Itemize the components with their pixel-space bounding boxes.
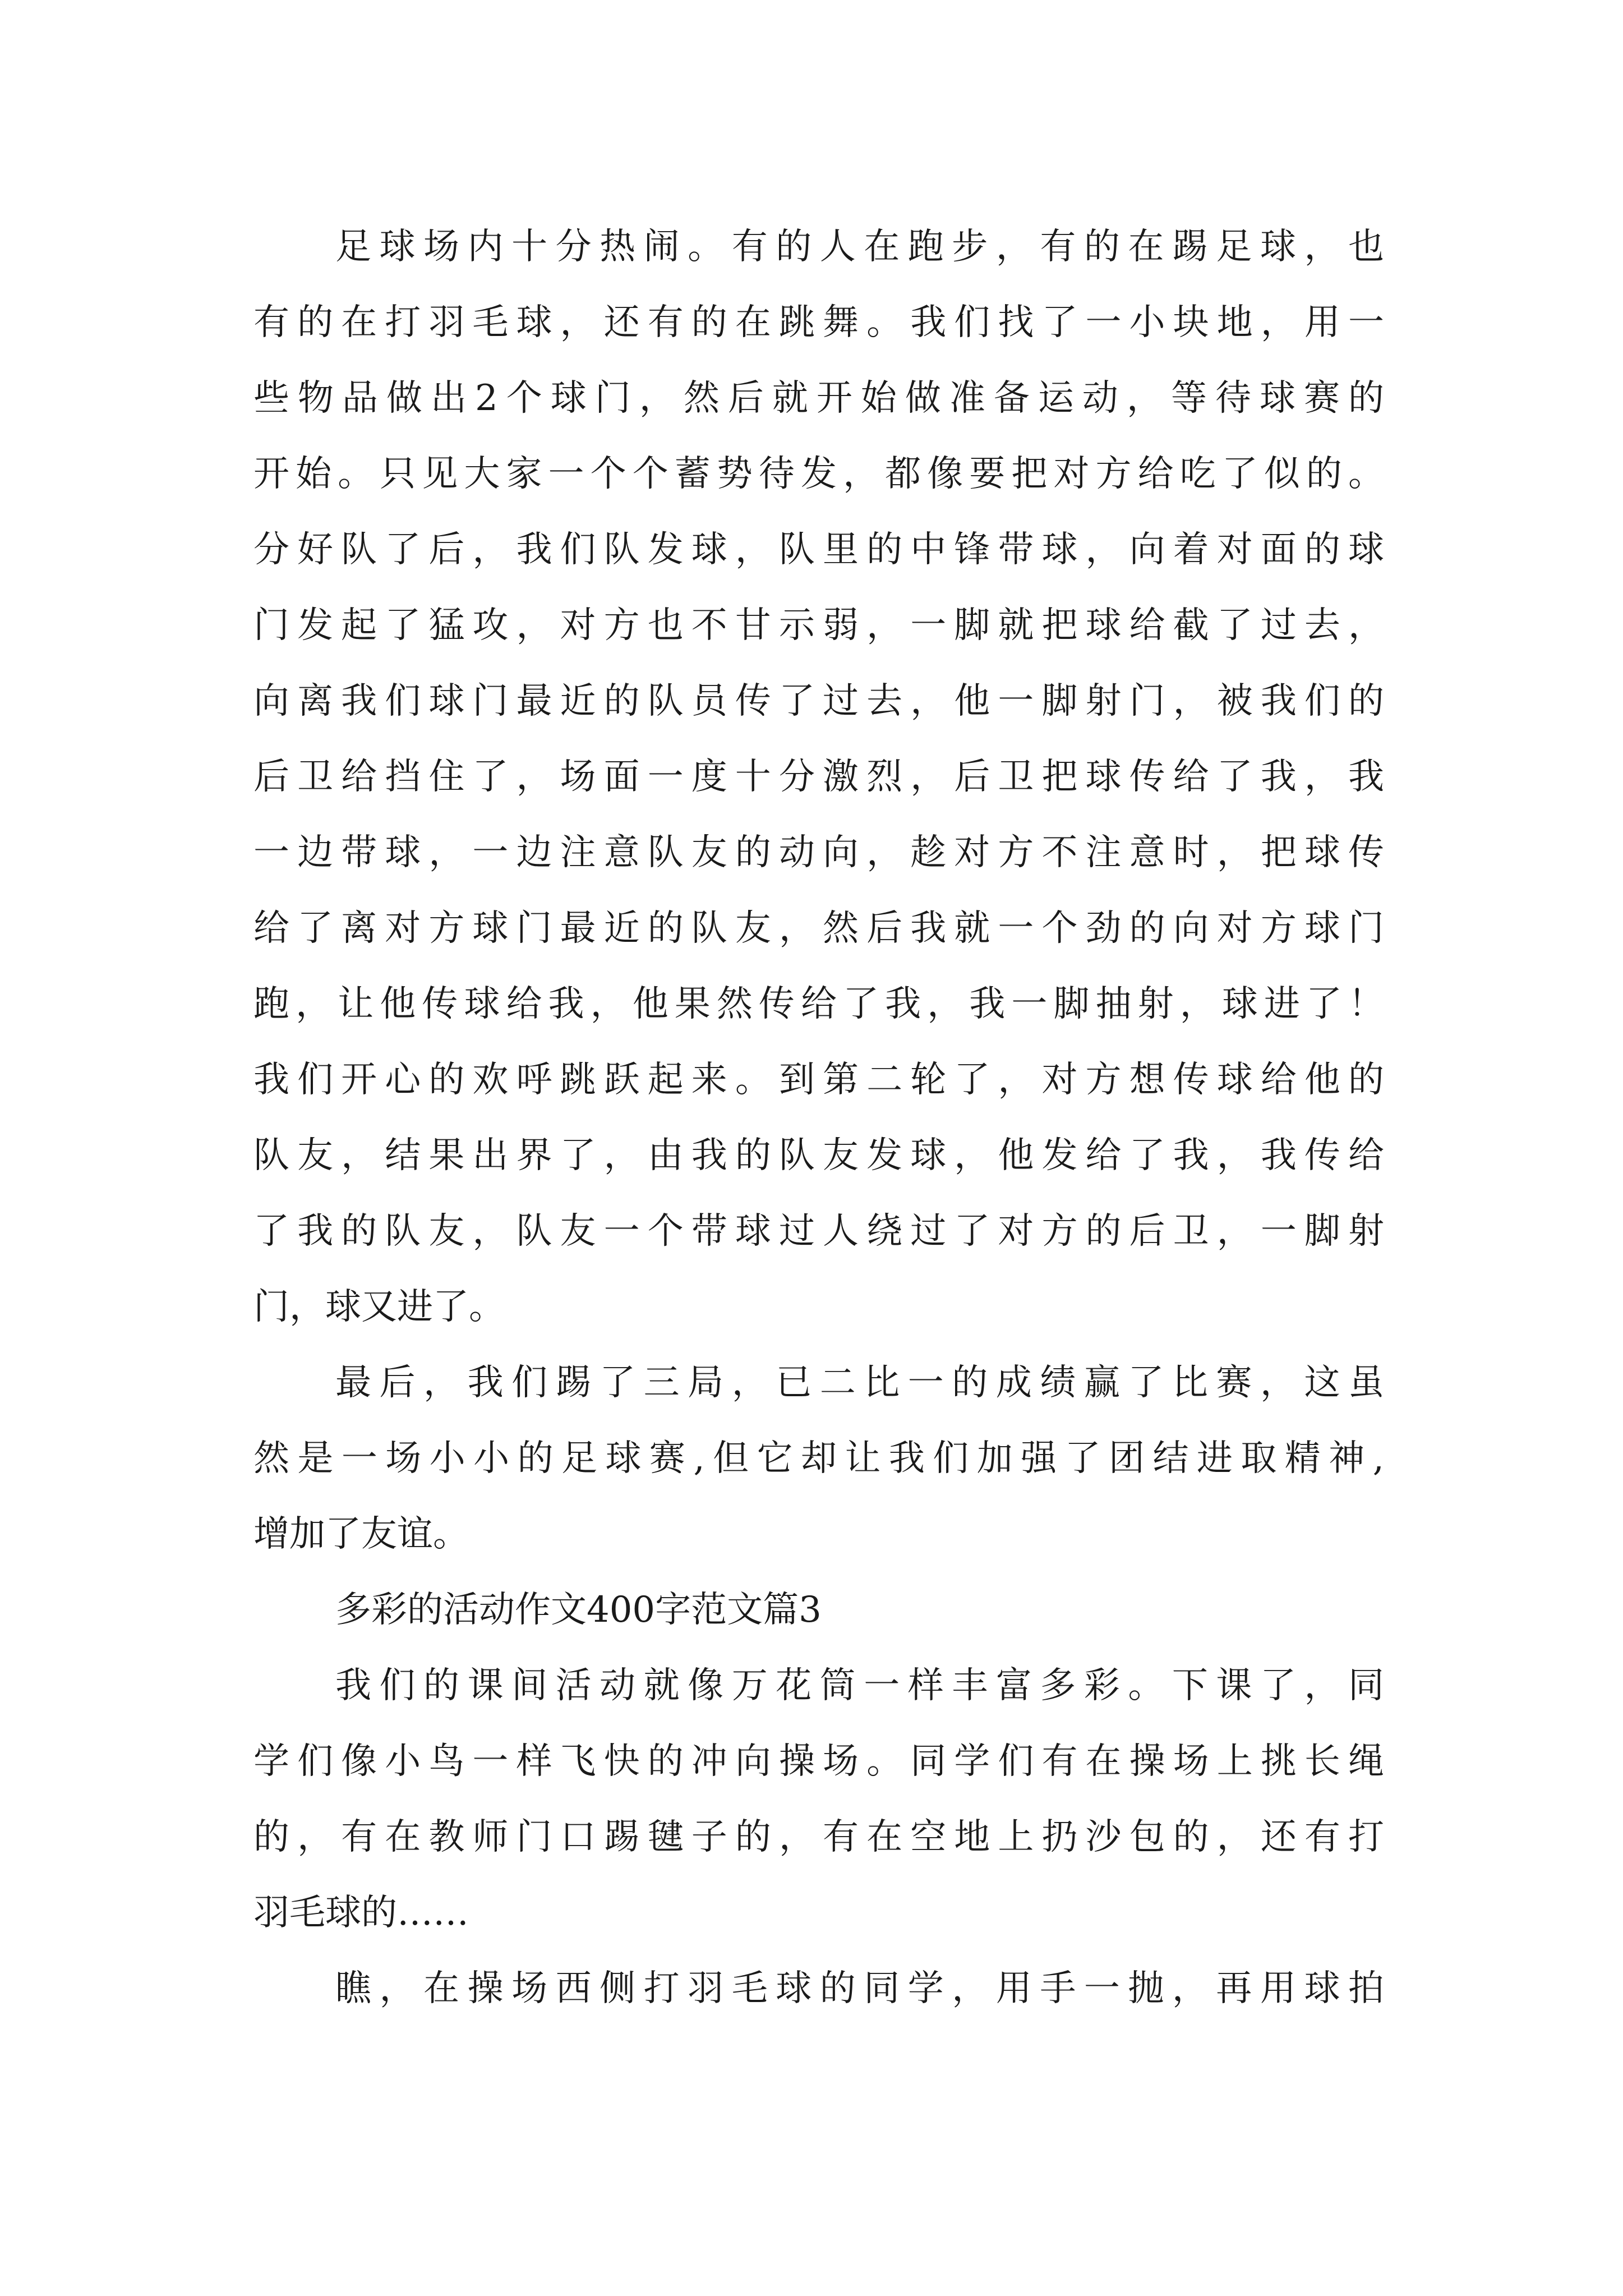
paragraph-line: 跑，让他传球给我，他果然传给了我，我一脚抽射，球进了！	[253, 983, 1384, 1025]
paragraph-line: 足球场内十分热闹。有的人在跑步，有的在踢足球，也	[335, 226, 1384, 268]
paragraph-line: 开始。只见大家一个个蓄势待发，都像要把对方给吃了似的。	[253, 453, 1384, 495]
paragraph-line: 增加了友谊。	[253, 1513, 469, 1555]
paragraph-line: 门，球又进了。	[253, 1286, 505, 1328]
paragraph-line: 分好队了后，我们队发球，队里的中锋带球，向着对面的球	[253, 529, 1384, 570]
paragraph-line: 一边带球，一边注意队友的动向，趁对方不注意时，把球传	[253, 832, 1384, 873]
paragraph-line: 给了离对方球门最近的队友，然后我就一个劲的向对方球门	[253, 908, 1384, 949]
paragraph-line: 我们开心的欢呼跳跃起来。到第二轮了，对方想传球给他的	[253, 1059, 1384, 1101]
paragraph-line: 有的在打羽毛球，还有的在跳舞。我们找了一小块地，用一	[253, 302, 1384, 343]
paragraph-line: 队友，结果出界了，由我的队友发球，他发给了我，我传给	[253, 1135, 1384, 1176]
paragraph-line: 瞧，在操场西侧打羽毛球的同学，用手一抛，再用球拍	[335, 1968, 1384, 2009]
section-heading: 多彩的活动作文400字范文篇3	[335, 1589, 822, 1631]
paragraph-line: 门发起了猛攻，对方也不甘示弱，一脚就把球给截了过去，	[253, 605, 1384, 646]
paragraph-line: 最后，我们踢了三局，已二比一的成绩赢了比赛，这虽	[335, 1362, 1384, 1404]
paragraph-line: 然是一场小小的足球赛,但它却让我们加强了团结进取精神,	[253, 1438, 1384, 1479]
paragraph-line: 后卫给挡住了，场面一度十分激烈，后卫把球传给了我，我	[253, 756, 1384, 798]
paragraph-line: 我们的课间活动就像万花筒一样丰富多彩。下课了，同	[335, 1665, 1384, 1706]
paragraph-line: 向离我们球门最近的队员传了过去，他一脚射门，被我们的	[253, 680, 1384, 722]
paragraph-line: 的，有在教师门口踢毽子的，有在空地上扔沙包的，还有打	[253, 1816, 1384, 1858]
paragraph-line: 羽毛球的……	[253, 1892, 469, 1934]
paragraph-line: 学们像小鸟一样飞快的冲向操场。同学们有在操场上挑长绳	[253, 1741, 1384, 1782]
paragraph-line: 些物品做出2个球门，然后就开始做准备运动，等待球赛的	[253, 378, 1384, 419]
paragraph-line: 了我的队友，队友一个带球过人绕过了对方的后卫，一脚射	[253, 1211, 1384, 1252]
